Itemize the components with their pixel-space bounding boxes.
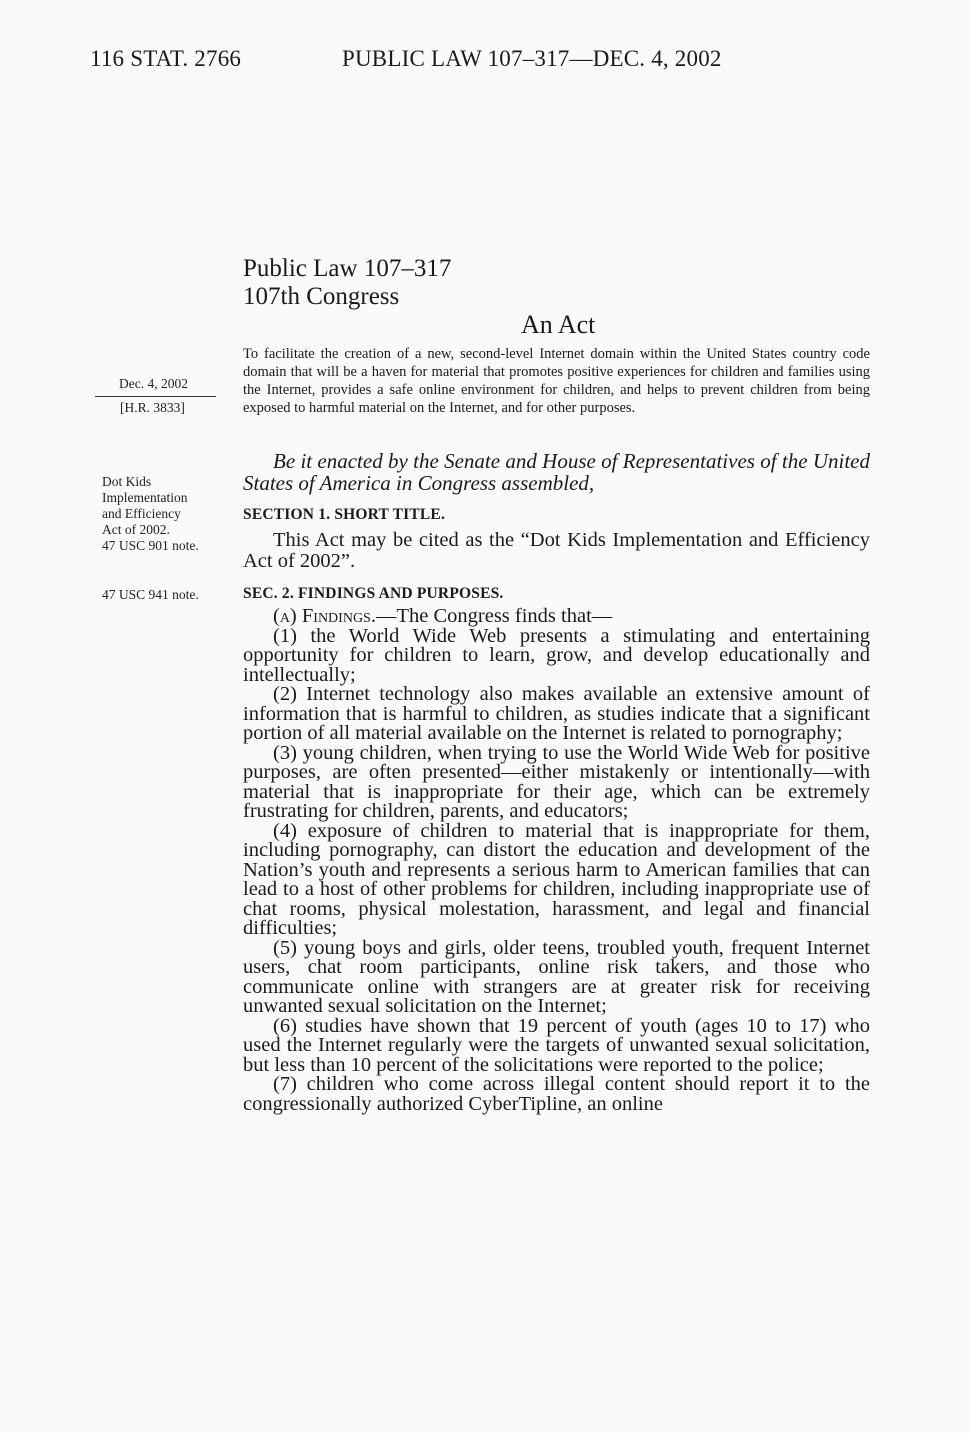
margin-short-title-line: Implementation [102,490,188,505]
act-title: An Act [521,310,596,339]
finding-item: (1) the World Wide Web presents a stimulating and entertaining opportunity for children to learn, grow, and develop educationally and intellectually; [243,624,870,686]
page-header-stat: 116 STAT. 2766 [90,46,242,71]
section-2-heading: SEC. 2. FINDINGS AND PURPOSES. [243,585,504,602]
page-header-law: PUBLIC LAW 107–317—DEC. 4, 2002 [342,46,722,71]
finding-item: (4) exposure of children to material that is inappropriate for them, including pornography, can distort the education and development of the Nation’s youth and represents a serious harm to American families that can lead to a host of other problems for children, including inappropriate use of chat rooms, physical molestation, harassment, and legal and financial difficulties; [243,819,870,939]
findings-intro [243,607,870,627]
finding-item: (5) young boys and girls, older teens, troubled youth, frequent Internet users, chat room participants, online risk takers, and those who communicate online with strangers are at greater risk for receiving unwanted sexual solicitation on the Internet; [243,936,870,1017]
finding-item: (7) children who come across illegal content should report it to the congressionally authorized CyberTipline, an online [243,1073,870,1115]
margin-date: Dec. 4, 2002 [119,376,188,391]
purpose-text: To facilitate the creation of a new, second-level Internet domain within the United States country code domain that will be a haven for material that promotes positive experiences for children and families using the Internet, provides a safe online environment for children, and helps to prevent children from being exposed to harmful material on the Internet, and for other purposes. [243,346,870,416]
congress-title: 107th Congress [243,283,400,310]
margin-usc-note: 47 USC 941 note. [102,587,199,602]
margin-short-title-line: 47 USC 901 note. [102,538,199,553]
margin-short-title-line: and Efficiency [102,506,181,521]
finding-item: (3) young children, when trying to use the World Wide Web for positive purposes, are often presented—either mistakenly or intentionally—with material that is inappropriate for their age, which can be extremely frustrating for children, parents, and educators; [243,741,870,822]
findings-block [243,607,870,1114]
margin-bill-number: [H.R. 3833] [120,400,185,415]
margin-short-title-line: Act of 2002. [102,522,170,537]
margin-short-title-note [102,474,242,554]
findings-label: (a) Findings. [273,605,376,627]
finding-item: (2) Internet technology also makes available an extensive amount of information that is harmful to children, as studies indicate that a significant portion of all material available on the Internet is related to pornography; [243,683,870,744]
public-law-title: Public Law 107–317 [243,255,452,282]
enacting-clause: Be it enacted by the Senate and House of Representatives of the United States of America in Congress assembled, [243,449,870,495]
section-1-body: This Act may be cited as the “Dot Kids Implementation and Efficiency Act of 2002”. [243,529,870,572]
findings-intro-text: —The Congress finds that— [375,605,613,627]
margin-divider [95,396,216,397]
section-1-heading: SECTION 1. SHORT TITLE. [243,506,446,523]
purpose-paragraph [243,345,870,417]
finding-item: (6) studies have shown that 19 percent of youth (ages 10 to 17) who used the Internet regularly were the targets of unwanted sexual solicitation, but less than 10 percent of the solicitations were reported to the police; [243,1014,870,1076]
margin-short-title-line: Dot Kids [102,474,152,489]
